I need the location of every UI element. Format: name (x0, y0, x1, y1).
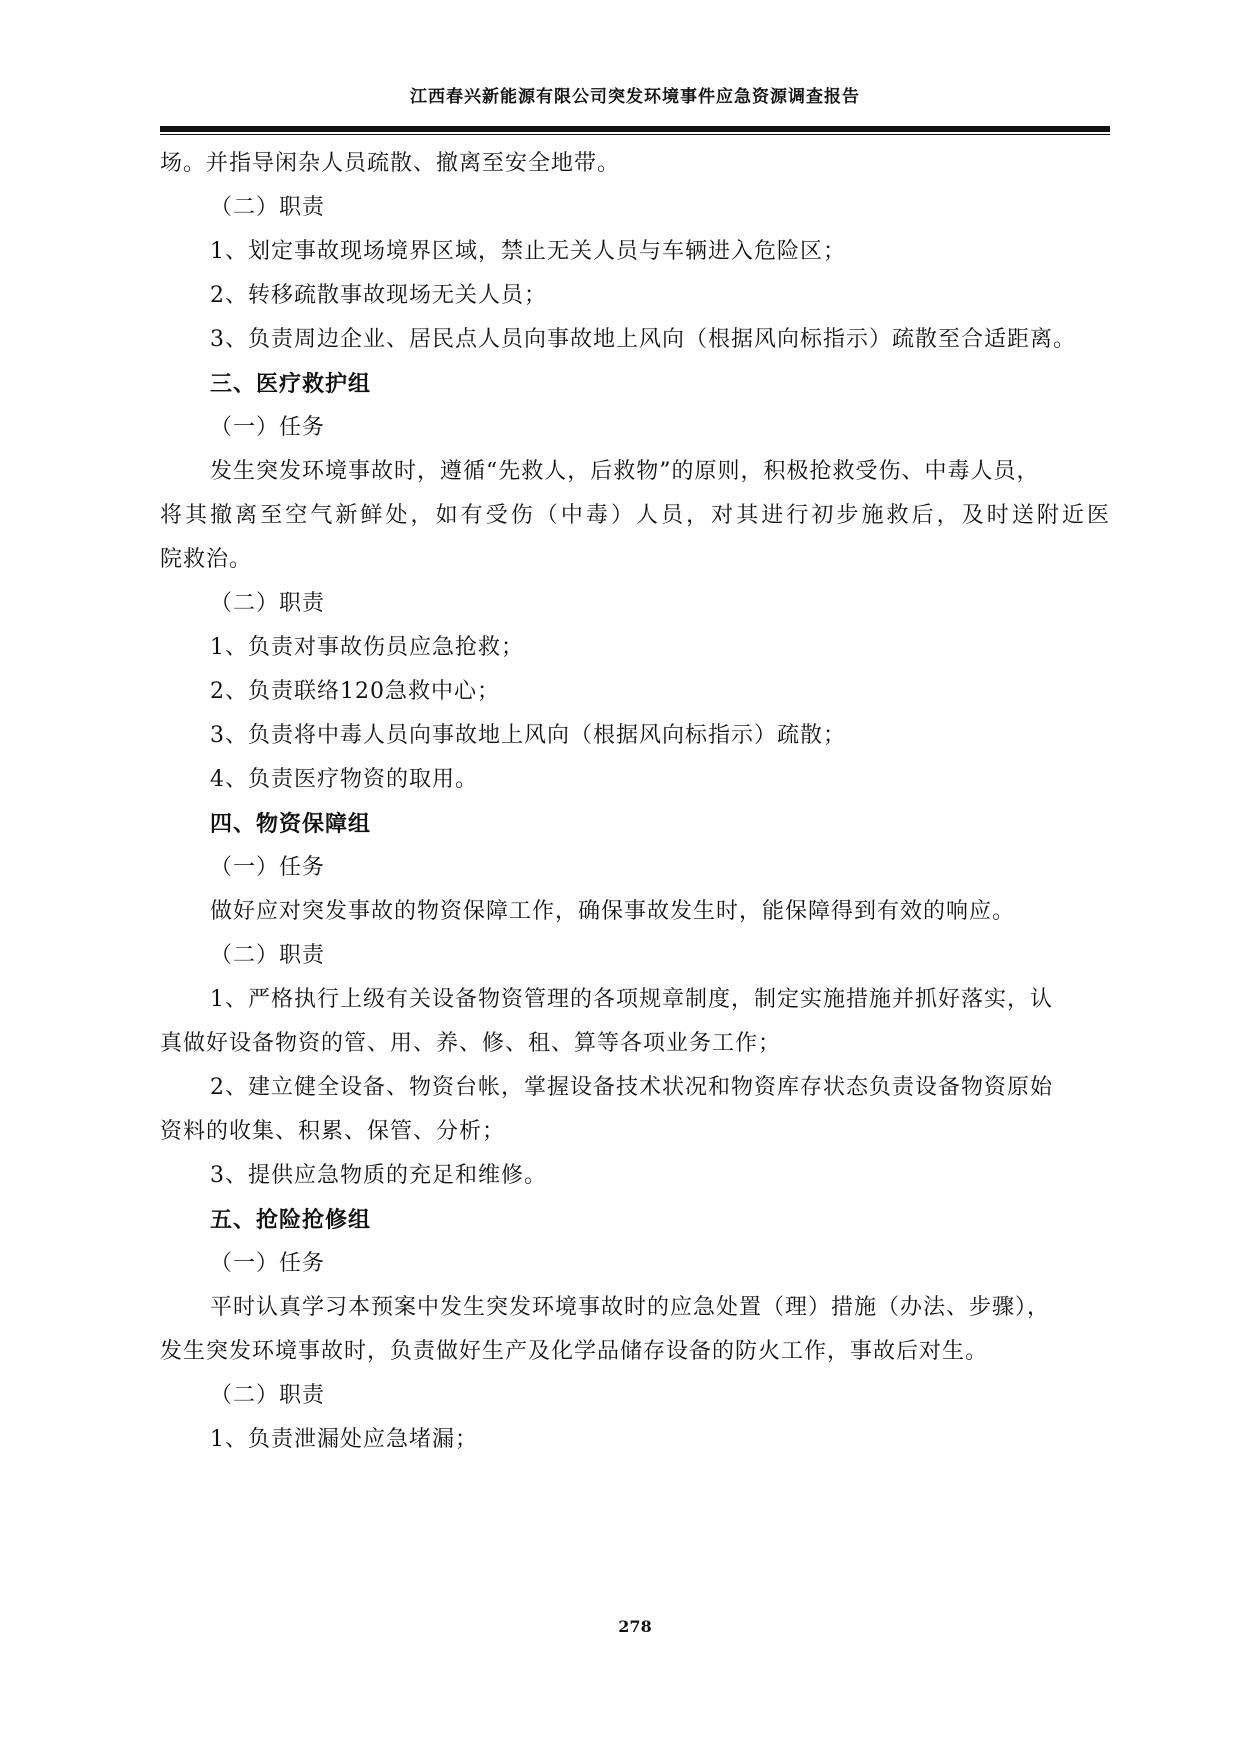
subheading-tasks: （一）任务 (210, 1251, 326, 1276)
paragraph-line: 做好应对突发事故的物资保障工作，确保事故发生时，能保障得到有效的响应。 (210, 899, 1016, 924)
list-item-continuation: 资料的收集、积累、保管、分析； (160, 1119, 506, 1144)
list-item: 3、负责将中毒人员向事故地上风向（根据风向标指示）疏散； (210, 723, 846, 748)
paragraph-line: 发生突发环境事故时，负责做好生产及化学品储存设备的防火工作，事故后对生。 (160, 1339, 989, 1364)
header-rule-thin (160, 134, 1110, 135)
subheading-duties: （二）职责 (210, 943, 326, 968)
page-number: 278 (618, 1617, 652, 1636)
list-item-continuation: 真做好设备物资的管、用、养、修、租、算等各项业务工作； (160, 1031, 782, 1056)
subheading-tasks: （一）任务 (210, 415, 326, 440)
document-header-title: 江西春兴新能源有限公司突发环境事件应急资源调查报告 (410, 87, 860, 107)
section-heading-supplies: 四、物资保障组 (210, 811, 372, 837)
list-item: 1、划定事故现场境界区域，禁止无关人员与车辆进入危险区； (210, 239, 846, 264)
section-heading-medical-rescue: 三、医疗救护组 (210, 371, 372, 397)
subheading-duties: （二）职责 (210, 1383, 326, 1408)
paragraph-line: 发生突发环境事故时，遵循“先救人，后救物”的原则，积极抢救受伤、中毒人员， (210, 459, 1040, 484)
list-item: 1、严格执行上级有关设备物资管理的各项规章制度，制定实施措施并抓好落实，认 (210, 987, 1053, 1012)
list-item: 2、建立健全设备、物资台帐，掌握设备技术状况和物资库存状态负责设备物资原始 (210, 1075, 1053, 1100)
paragraph-line: 将其撤离至空气新鲜处，如有受伤（中毒）人员，对其进行初步施救后，及时送附近医 (160, 503, 1110, 528)
subheading-duties: （二）职责 (210, 591, 326, 616)
paragraph-line: 院救治。 (160, 547, 253, 572)
section-heading-repair: 五、抢险抢修组 (210, 1207, 372, 1233)
list-item: 3、负责周边企业、居民点人员向事故地上风向（根据风向标指示）疏散至合适距离。 (210, 327, 1076, 352)
paragraph-continuation: 场。并指导闲杂人员疏散、撤离至安全地带。 (160, 151, 621, 176)
header-rule-thick (160, 126, 1110, 132)
paragraph-line: 平时认真学习本预案中发生突发环境事故时的应急处置（理）措施（办法、步骤）， (210, 1295, 1051, 1320)
list-item: 1、负责对事故伤员应急抢救； (210, 635, 524, 660)
subheading-duties: （二）职责 (210, 195, 326, 220)
list-item: 2、负责联络120急救中心； (210, 679, 500, 704)
list-item: 2、转移疏散事故现场无关人员； (210, 283, 547, 308)
list-item: 1、负责泄漏处应急堵漏； (210, 1427, 478, 1452)
list-item: 3、提供应急物质的充足和维修。 (210, 1163, 547, 1188)
list-item: 4、负责医疗物资的取用。 (210, 767, 478, 792)
subheading-tasks: （一）任务 (210, 855, 326, 880)
